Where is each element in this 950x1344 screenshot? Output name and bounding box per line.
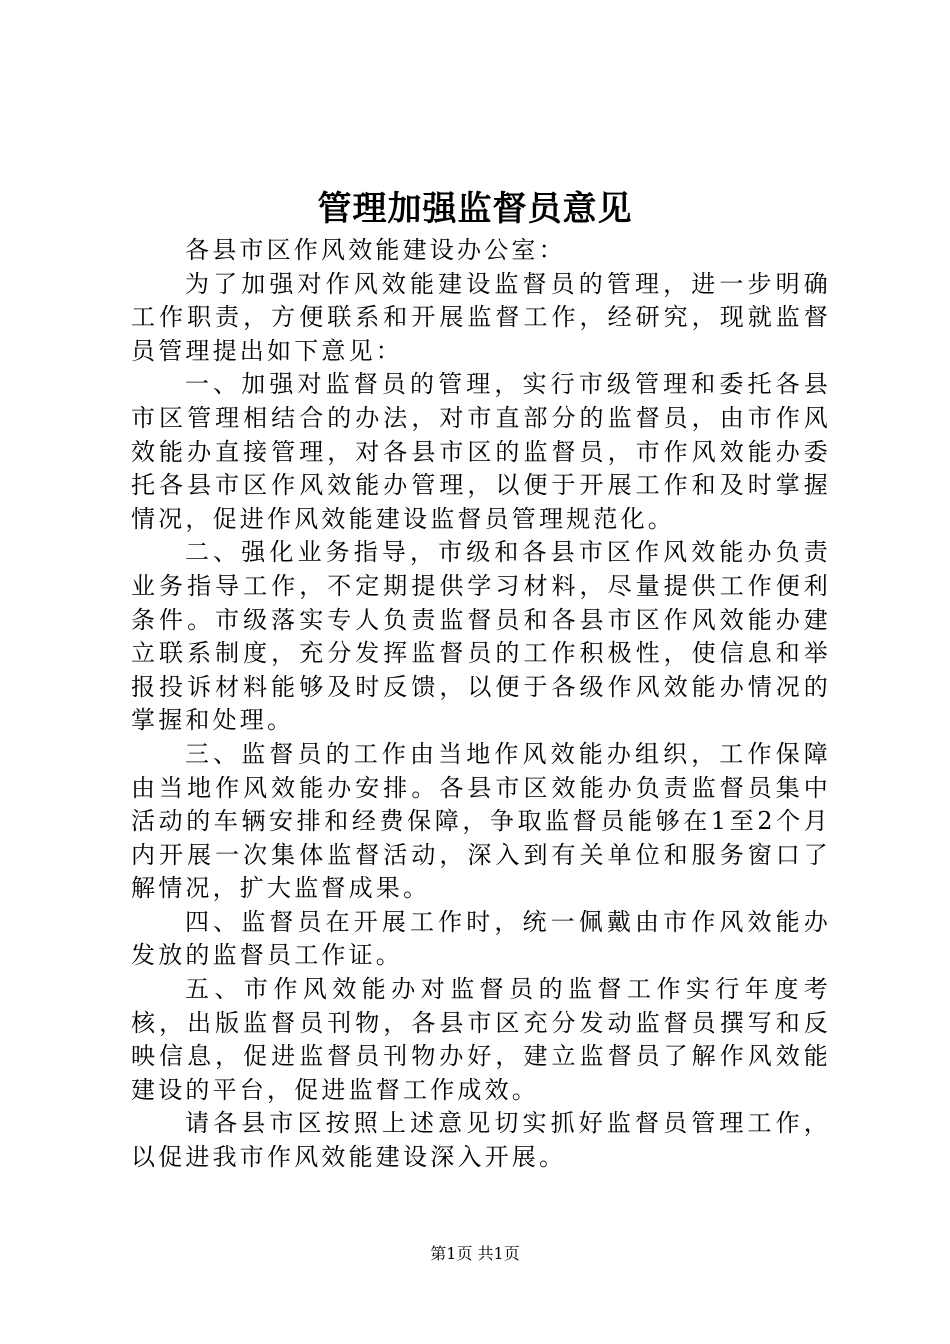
- paragraph-item-2: 二、强化业务指导，市级和各县市区作风效能办负责业务指导工作，不定期提供学习材料，尽量提供工作便利条件。市级落实专人负责监督员和各县市区作风效能办建立联系制度，充分发挥监督员的工作积极性，使信息和举报投诉材料能够及时反馈，以便于各级作风效能办情况的掌握和处理。: [131, 538, 831, 735]
- paragraph-item-3: 三、监督员的工作由当地作风效能办组织，工作保障由当地作风效能办安排。各县市区效能办负责监督员集中活动的车辆安排和经费保障，争取监督员能够在1至2个月内开展一次集体监督活动，深入到有关单位和服务窗口了解情况，扩大监督成果。: [131, 739, 831, 903]
- paragraph-item-4: 四、监督员在开展工作时，统一佩戴由市作风效能办发放的监督员工作证。: [131, 907, 831, 970]
- paragraph-item-1: 一、加强对监督员的管理，实行市级管理和委托各县市区管理相结合的办法，对市直部分的监督员，由市作风效能办直接管理，对各县市区的监督员，市作风效能办委托各县市区作风效能办管理，以便于开展工作和及时掌握情况，促进作风效能建设监督员管理规范化。: [131, 370, 831, 533]
- closing-paragraph: 请各县市区按照上述意见切实抓好监督员管理工作，以促进我市作风效能建设深入开展。: [131, 1109, 831, 1172]
- paragraph-item-5: 五、市作风效能办对监督员的监督工作实行年度考核，出版监督员刊物，各县市区充分发动监督员撰写和反映信息，促进监督员刊物办好，建立监督员了解作风效能建设的平台，促进监督工作成效。: [131, 975, 831, 1104]
- page-footer: 第1页 共1页: [430, 1244, 520, 1263]
- salutation: 各县市区作风效能建设办公室：: [185, 236, 566, 264]
- document-title: 管理加强监督员意见: [317, 189, 633, 229]
- document-body: [131, 234, 831, 1175]
- intro-paragraph: 为了加强对作风效能建设监督员的管理，进一步明确工作职责，方便联系和开展监督工作，经研究，现就监督员管理提出如下意见：: [131, 269, 831, 365]
